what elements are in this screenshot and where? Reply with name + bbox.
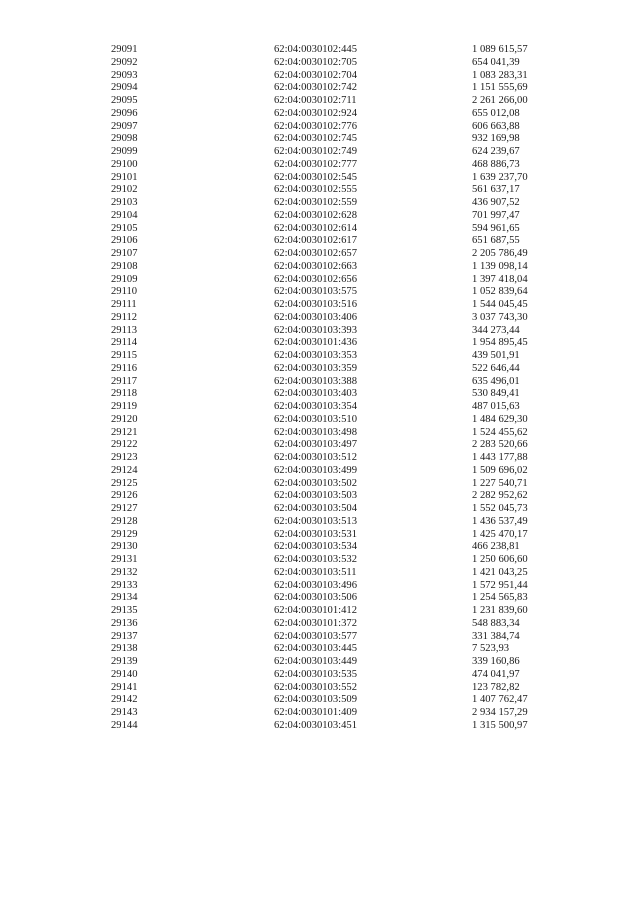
table-row [0,694,640,707]
table-row [0,82,640,95]
table-row [0,223,640,236]
row-number-cell: 29100 [111,158,138,170]
row-number-cell: 29118 [111,388,138,400]
table-row [0,452,640,465]
row-number-cell: 29108 [111,260,138,272]
table-row [0,427,640,440]
value-cell: 1 083 283,31 [472,69,528,81]
row-number-cell: 29117 [111,375,138,387]
cadastral-number-cell: 62:04:0030103:354 [274,401,357,412]
table-row [0,286,640,299]
cadastral-number-cell: 62:04:0030103:512 [274,452,357,463]
row-number-cell: 29101 [111,171,138,183]
cadastral-number-cell: 62:04:0030103:449 [274,656,357,667]
value-cell: 530 849,41 [472,388,520,400]
value-cell: 1 572 951,44 [472,579,528,591]
table-row [0,299,640,312]
row-number-cell: 29126 [111,490,138,502]
cadastral-number-cell: 62:04:0030103:353 [274,350,357,361]
row-number-cell: 29129 [111,528,138,540]
row-number-cell: 29109 [111,273,138,285]
table-row [0,121,640,134]
row-number-cell: 29098 [111,133,138,145]
cadastral-number-cell: 62:04:0030103:406 [274,311,357,323]
table-row [0,57,640,70]
row-number-cell: 29097 [111,120,138,132]
cadastral-number-cell: 62:04:0030103:403 [274,388,357,400]
table-row [0,44,640,57]
value-cell: 1 425 470,17 [472,528,528,540]
row-number-cell: 29133 [111,579,138,591]
cadastral-number-cell: 62:04:0030102:617 [274,235,357,247]
data-table [0,44,640,733]
table-row [0,337,640,350]
table-row [0,554,640,567]
value-cell: 1 436 537,49 [472,515,528,527]
table-row [0,465,640,478]
row-number-cell: 29094 [111,82,138,94]
cadastral-number-cell: 62:04:0030103:509 [274,694,357,706]
cadastral-number-cell: 62:04:0030103:503 [274,490,357,502]
row-number-cell: 29125 [111,477,138,489]
value-cell: 2 205 786,49 [472,248,528,259]
value-cell: 561 637,17 [472,184,520,196]
cadastral-number-cell: 62:04:0030102:776 [274,120,357,132]
cadastral-number-cell: 62:04:0030102:656 [274,273,357,285]
value-cell: 1 509 696,02 [472,464,528,476]
table-row [0,605,640,618]
table-row [0,682,640,695]
cadastral-number-cell: 62:04:0030102:749 [274,146,357,157]
table-row [0,707,640,720]
table-row [0,159,640,172]
value-cell: 1 954 895,45 [472,337,528,349]
row-number-cell: 29110 [111,286,138,298]
cadastral-number-cell: 62:04:0030102:445 [274,44,357,55]
table-row [0,516,640,529]
table-row [0,567,640,580]
value-cell: 635 496,01 [472,375,520,387]
value-cell: 1 254 565,83 [472,592,528,604]
table-row [0,146,640,159]
row-number-cell: 29130 [111,541,138,553]
table-row [0,414,640,427]
row-number-cell: 29091 [111,44,138,55]
cadastral-number-cell: 62:04:0030103:451 [274,719,357,731]
row-number-cell: 29093 [111,69,138,81]
table-row [0,210,640,223]
cadastral-number-cell: 62:04:0030102:705 [274,56,357,68]
value-cell: 339 160,86 [472,656,520,667]
cadastral-number-cell: 62:04:0030103:499 [274,464,357,476]
table-row [0,70,640,83]
cadastral-number-cell: 62:04:0030103:502 [274,477,357,489]
table-row [0,720,640,733]
cadastral-number-cell: 62:04:0030103:497 [274,439,357,451]
value-cell: 466 238,81 [472,541,520,553]
value-cell: 439 501,91 [472,350,520,361]
table-row [0,592,640,605]
row-number-cell: 29123 [111,452,138,463]
row-number-cell: 29122 [111,439,138,451]
row-number-cell: 29140 [111,668,138,680]
row-number-cell: 29121 [111,426,138,438]
row-number-cell: 29111 [111,299,137,310]
cadastral-number-cell: 62:04:0030102:614 [274,222,357,234]
row-number-cell: 29113 [111,324,138,336]
cadastral-number-cell: 62:04:0030102:924 [274,107,357,119]
row-number-cell: 29135 [111,605,138,616]
cadastral-number-cell: 62:04:0030101:412 [274,605,357,616]
cadastral-number-cell: 62:04:0030102:663 [274,260,357,272]
row-number-cell: 29132 [111,566,138,578]
cadastral-number-cell: 62:04:0030103:393 [274,324,357,336]
value-cell: 436 907,52 [472,197,520,208]
value-cell: 2 934 157,29 [472,707,528,718]
table-row [0,376,640,389]
cadastral-number-cell: 62:04:0030103:506 [274,592,357,604]
value-cell: 654 041,39 [472,56,520,68]
cadastral-number-cell: 62:04:0030101:436 [274,337,357,349]
value-cell: 1 052 839,64 [472,286,528,298]
row-number-cell: 29103 [111,197,138,208]
cadastral-number-cell: 62:04:0030102:657 [274,248,357,259]
value-cell: 651 687,55 [472,235,520,247]
cadastral-number-cell: 62:04:0030102:711 [274,95,357,106]
row-number-cell: 29112 [111,311,138,323]
row-number-cell: 29134 [111,592,138,604]
row-number-cell: 29131 [111,554,138,565]
table-row [0,363,640,376]
value-cell: 468 886,73 [472,158,520,170]
value-cell: 2 282 952,62 [472,490,528,502]
value-cell: 1 231 839,60 [472,605,528,616]
row-number-cell: 29143 [111,707,138,718]
table-row [0,631,640,644]
value-cell: 2 261 266,00 [472,95,528,106]
table-row [0,439,640,452]
value-cell: 1 484 629,30 [472,413,528,425]
table-row [0,580,640,593]
row-number-cell: 29120 [111,413,138,425]
table-row [0,350,640,363]
value-cell: 1 552 045,73 [472,503,528,514]
table-row [0,248,640,261]
cadastral-number-cell: 62:04:0030103:552 [274,681,357,693]
value-cell: 624 239,67 [472,146,520,157]
table-row [0,108,640,121]
table-row [0,643,640,656]
table-row [0,325,640,338]
table-row [0,184,640,197]
cadastral-number-cell: 62:04:0030102:777 [274,158,357,170]
cadastral-number-cell: 62:04:0030101:409 [274,707,357,718]
value-cell: 1 151 555,69 [472,82,528,94]
cadastral-number-cell: 62:04:0030102:559 [274,197,357,208]
cadastral-number-cell: 62:04:0030103:388 [274,375,357,387]
table-row [0,490,640,503]
cadastral-number-cell: 62:04:0030103:498 [274,426,357,438]
table-row [0,401,640,414]
table-row [0,388,640,401]
row-number-cell: 29104 [111,209,138,221]
row-number-cell: 29095 [111,95,138,106]
value-cell: 2 283 520,66 [472,439,528,451]
table-row [0,312,640,325]
row-number-cell: 29116 [111,362,138,374]
cadastral-number-cell: 62:04:0030102:745 [274,133,357,145]
value-cell: 1 524 455,62 [472,426,528,438]
row-number-cell: 29136 [111,617,138,629]
row-number-cell: 29142 [111,694,138,706]
cadastral-number-cell: 62:04:0030101:372 [274,617,357,629]
cadastral-number-cell: 62:04:0030103:531 [274,528,357,540]
cadastral-number-cell: 62:04:0030103:511 [274,566,357,578]
value-cell: 1 544 045,45 [472,299,528,310]
value-cell: 7 523,93 [472,643,510,655]
table-row [0,478,640,491]
row-number-cell: 29138 [111,643,138,655]
value-cell: 3 037 743,30 [472,311,528,323]
table-row [0,503,640,516]
row-number-cell: 29137 [111,630,138,642]
value-cell: 1 421 043,25 [472,566,528,578]
value-cell: 331 384,74 [472,630,520,642]
value-cell: 548 883,34 [472,617,520,629]
cadastral-number-cell: 62:04:0030102:545 [274,171,357,183]
table-row [0,235,640,248]
value-cell: 1 397 418,04 [472,273,528,285]
value-cell: 1 407 762,47 [472,694,528,706]
cadastral-number-cell: 62:04:0030103:513 [274,515,357,527]
row-number-cell: 29128 [111,515,138,527]
table-row [0,133,640,146]
value-cell: 474 041,97 [472,668,520,680]
value-cell: 1 227 540,71 [472,477,528,489]
row-number-cell: 29124 [111,464,138,476]
value-cell: 932 169,98 [472,133,520,145]
row-number-cell: 29114 [111,337,138,349]
table-row [0,529,640,542]
value-cell: 1 443 177,88 [472,452,528,463]
row-number-cell: 29115 [111,350,138,361]
cadastral-number-cell: 62:04:0030103:359 [274,362,357,374]
table-row [0,172,640,185]
row-number-cell: 29102 [111,184,138,196]
cadastral-number-cell: 62:04:0030103:496 [274,579,357,591]
cadastral-number-cell: 62:04:0030103:532 [274,554,357,565]
cadastral-number-cell: 62:04:0030103:504 [274,503,357,514]
row-number-cell: 29139 [111,656,138,667]
row-number-cell: 29099 [111,146,138,157]
value-cell: 606 663,88 [472,120,520,132]
row-number-cell: 29127 [111,503,138,514]
row-number-cell: 29144 [111,719,138,731]
cadastral-number-cell: 62:04:0030102:555 [274,184,357,196]
cadastral-number-cell: 62:04:0030102:742 [274,82,357,94]
value-cell: 1 639 237,70 [472,171,528,183]
cadastral-number-cell: 62:04:0030103:510 [274,413,357,425]
row-number-cell: 29096 [111,107,138,119]
row-number-cell: 29141 [111,681,138,693]
row-number-cell: 29092 [111,56,138,68]
value-cell: 1 089 615,57 [472,44,528,55]
table-row [0,261,640,274]
value-cell: 344 273,44 [472,324,520,336]
value-cell: 522 646,44 [472,362,520,374]
value-cell: 1 250 606,60 [472,554,528,565]
cadastral-number-cell: 62:04:0030103:577 [274,630,357,642]
table-row [0,618,640,631]
row-number-cell: 29107 [111,248,138,259]
value-cell: 1 315 500,97 [472,719,528,731]
cadastral-number-cell: 62:04:0030102:704 [274,69,357,81]
row-number-cell: 29119 [111,401,138,412]
cadastral-number-cell: 62:04:0030103:534 [274,541,357,553]
cadastral-number-cell: 62:04:0030103:445 [274,643,357,655]
cadastral-number-cell: 62:04:0030102:628 [274,209,357,221]
row-number-cell: 29106 [111,235,138,247]
value-cell: 1 139 098,14 [472,260,528,272]
value-cell: 655 012,08 [472,107,520,119]
cadastral-number-cell: 62:04:0030103:575 [274,286,357,298]
value-cell: 123 782,82 [472,681,520,693]
value-cell: 487 015,63 [472,401,520,412]
value-cell: 594 961,65 [472,222,520,234]
value-cell: 701 997,47 [472,209,520,221]
cadastral-number-cell: 62:04:0030103:516 [274,299,357,310]
table-row [0,656,640,669]
table-row [0,197,640,210]
table-row [0,669,640,682]
table-row [0,274,640,287]
row-number-cell: 29105 [111,222,138,234]
cadastral-number-cell: 62:04:0030103:535 [274,668,357,680]
table-row [0,95,640,108]
table-row [0,541,640,554]
